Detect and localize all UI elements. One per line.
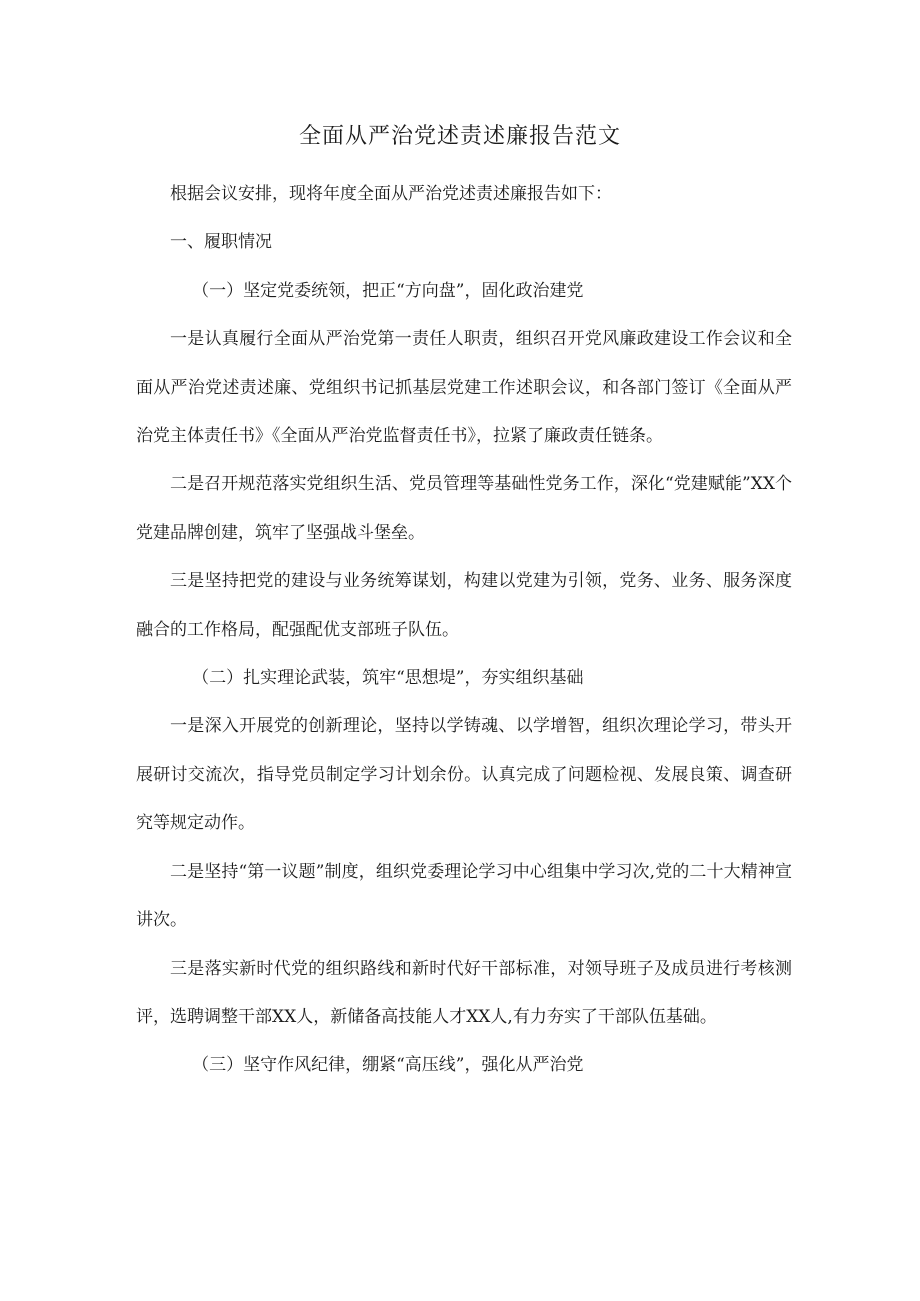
paragraph-1-1: 一是认真履行全面从严治党第一责任人职责，组织召开党风廉政建设工作会议和全面从严治党述责述廉、党组织书记抓基层党建工作述职会议，和各部门签订《全面从严治党主体责任书》《全面从严治党监督责任书》，拉紧了廉政责任链条。 — [136, 329, 792, 447]
document-title: 全面从严治党述责述廉报告范文 — [298, 124, 621, 149]
subsection-heading-1: （一）坚定党委统领，把正“方向盘”，固化政治建党 — [192, 280, 584, 301]
paragraph-2-3: 三是落实新时代党的组织路线和新时代好干部标准，对领导班子及成员进行考核测评，选聘调整干部XX人，新储备高技能人才XX人,有力夯实了干部队伍基础。 — [136, 958, 792, 1027]
subsection-heading-3: （三）坚守作风纪律，绷紧“高压线”，强化从严治党 — [192, 1055, 584, 1076]
paragraph-1-3: 三是坚持把党的建设与业务统筹谋划，构建以党建为引领，党务、业务、服务深度融合的工作格局，配强配优支部班子队伍。 — [136, 571, 792, 640]
paragraph-2-1: 一是深入开展党的创新理论，坚持以学铸魂、以学增智，组织次理论学习，带头开展研讨交流次，指导党员制定学习计划余份。认真完成了问题检视、发展良策、调查研究等规定动作。 — [136, 716, 792, 834]
paragraph-1-2: 二是召开规范落实党组织生活、党员管理等基础性党务工作，深化“党建赋能”XX个党建品牌创建，筑牢了坚强战斗堡垒。 — [136, 474, 792, 543]
intro-paragraph: 根据会议安排，现将年度全面从严治党述责述廉报告如下： — [170, 184, 612, 204]
subsection-heading-2: （二）扎实理论武装，筑牢“思想堤”，夯实组织基础 — [192, 668, 584, 689]
document-body — [136, 170, 792, 1090]
section-heading-1: 一、履职情况 — [170, 232, 272, 253]
paragraph-2-2: 二是坚持“第一议题”制度，组织党委理论学习中心组集中学习次,党的二十大精神宣讲次。 — [136, 861, 792, 931]
